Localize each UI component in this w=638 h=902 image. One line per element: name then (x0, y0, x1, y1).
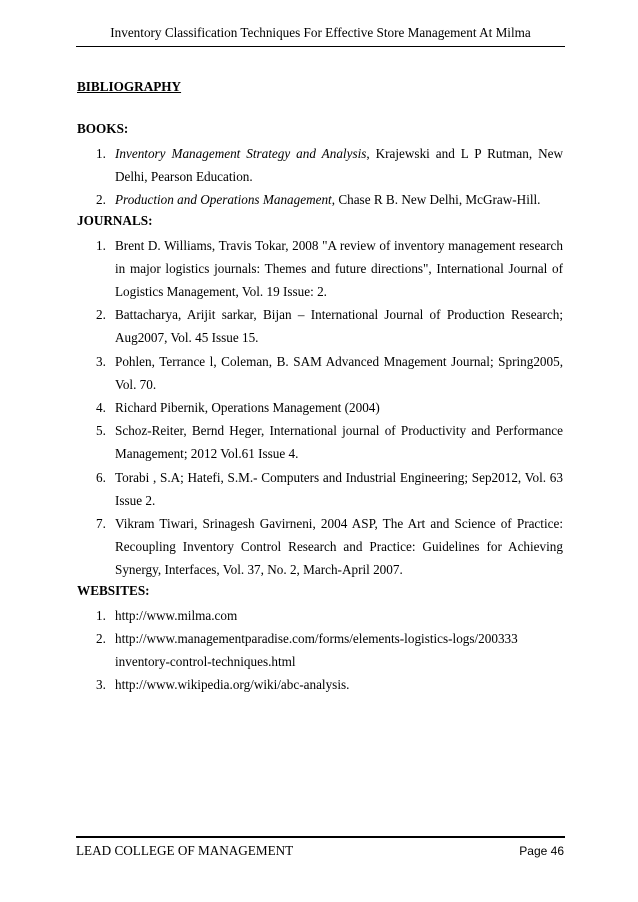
item-number: 2. (96, 307, 106, 323)
item-number: 1. (96, 237, 106, 253)
list-item (77, 627, 563, 673)
book-entry (115, 192, 540, 207)
running-header: Inventory Classification Techniques For Effective Store Management At Milma (110, 25, 531, 40)
books-list (77, 142, 563, 212)
list-item (77, 419, 563, 465)
journal-entry: Vikram Tiwari, Srinagesh Gavirneni, 2004 ASP, The Art and Science of Practice: Recoupling Inventory Control Research and Practice: Guidelines for Achieving Synergy, Interfaces, Vol. 37, No. 2, March-April 2007. (115, 516, 563, 578)
book-entry (115, 146, 563, 184)
list-item (77, 188, 563, 211)
item-number: 3. (96, 677, 106, 693)
website-url[interactable]: http://www.managementparadise.com/forms/elements-logistics-logs/200333 inventory-control-techniques.html (115, 630, 518, 670)
journals-list (77, 234, 563, 582)
journal-entry: Richard Pibernik, Operations Management (2004) (115, 400, 380, 416)
item-number: 7. (96, 516, 106, 532)
item-number: 3. (96, 353, 106, 369)
page-number: Page 46 (519, 844, 564, 858)
item-number: 4. (96, 400, 106, 416)
list-item (77, 604, 563, 627)
list-item (77, 512, 563, 582)
bibliography-body (77, 78, 563, 696)
website-url[interactable]: http://www.milma.com (115, 607, 238, 623)
footer-college-name: LEAD COLLEGE OF MANAGEMENT (76, 843, 294, 858)
journals-heading: JOURNALS: (77, 212, 153, 228)
list-item (77, 142, 563, 188)
list-item (77, 396, 563, 419)
header-rule (76, 46, 565, 47)
list-item (77, 350, 563, 396)
book-title: Inventory Management Strategy and Analysis (115, 146, 367, 161)
book-title: Production and Operations Management (115, 192, 332, 208)
websites-list (77, 604, 563, 697)
book-details: , Krajewski and L P Rutman, New Delhi, Pearson Education. (115, 146, 563, 185)
websites-heading: WEBSITES: (77, 582, 150, 598)
journal-entry: Torabi , S.A; Hatefi, S.M.- Computers and Industrial Engineering; Sep2012, Vol. 63 Issue 2. (115, 469, 563, 508)
journal-entry: Pohlen, Terrance l, Coleman, B. SAM Advanced Mnagement Journal; Spring2005, Vol. 70. (115, 353, 563, 392)
footer-rule (76, 836, 565, 838)
item-number: 1. (96, 607, 106, 623)
list-item (77, 234, 563, 304)
list-item (77, 303, 563, 349)
item-number: 5. (96, 423, 106, 439)
book-details: , Chase R B. New Delhi, McGraw-Hill. (331, 192, 541, 208)
journal-entry: Schoz-Reiter, Bernd Heger, International journal of Productivity and Performance Management; 2012 Vol.61 Issue 4. (115, 423, 563, 462)
item-number: 2. (96, 192, 106, 208)
item-number: 2. (96, 630, 106, 646)
bibliography-title: BIBLIOGRAPHY (77, 79, 182, 94)
journal-entry: Brent D. Williams, Travis Tokar, 2008 "A review of inventory management research in major logistics journals: Themes and future directions", International Journal of Logistics Management, Vol. 19 Issue: 2. (115, 237, 563, 300)
list-item (77, 673, 563, 696)
books-heading: BOOKS: (77, 121, 129, 136)
journal-entry: Battacharya, Arijit sarkar, Bijan – International Journal of Production Research; Aug2007, Vol. 45 Issue 15. (115, 307, 563, 346)
list-item (77, 466, 563, 512)
website-url[interactable]: http://www.wikipedia.org/wiki/abc-analysis. (115, 677, 350, 693)
item-number: 6. (96, 469, 106, 485)
item-number: 1. (96, 146, 106, 161)
